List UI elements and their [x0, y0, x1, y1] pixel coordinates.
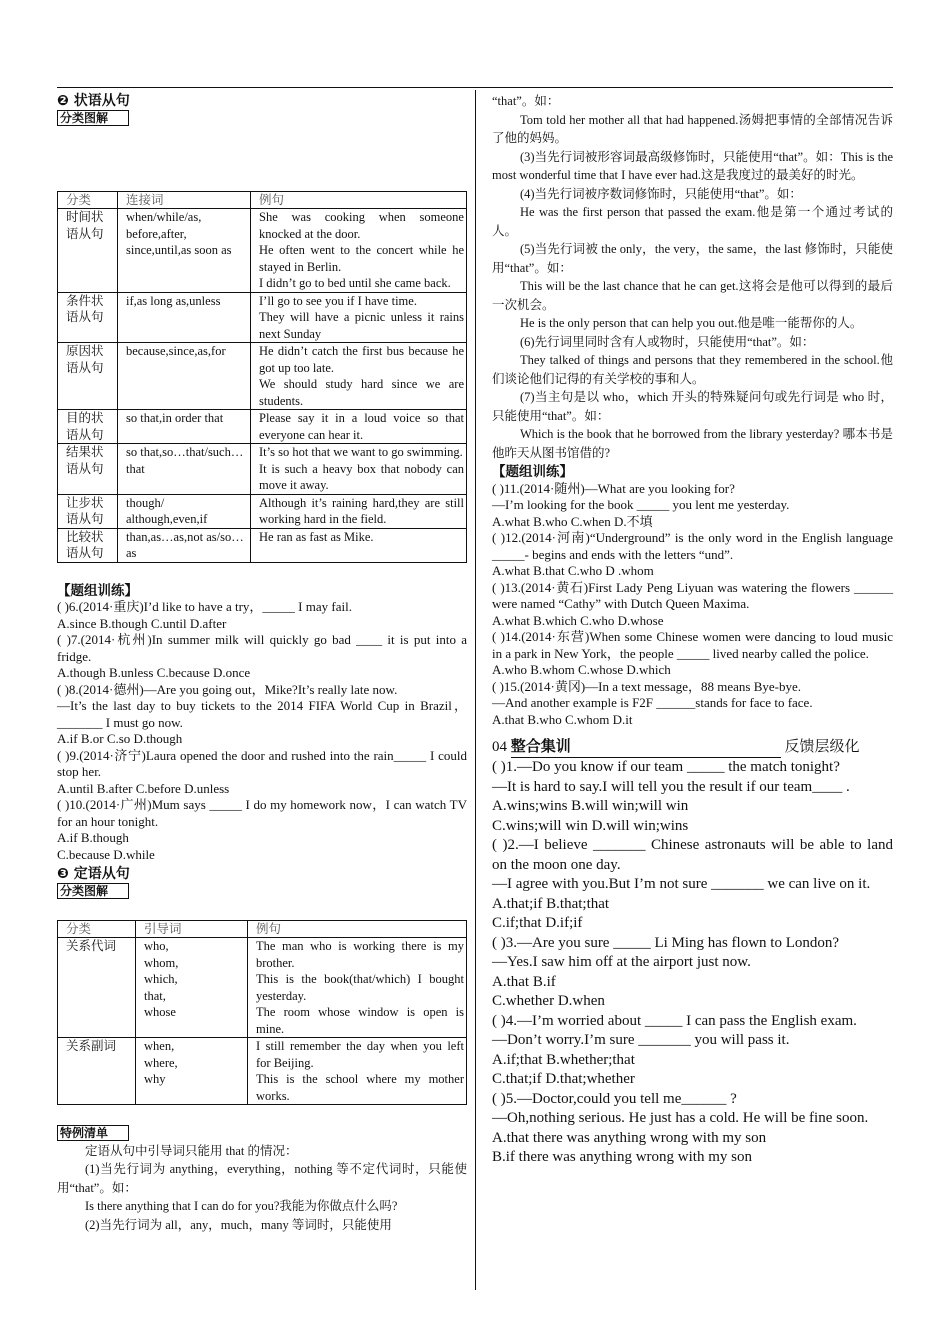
- table-cell-cat: 结果状语从句: [58, 444, 118, 495]
- attributive-heading: ❸ 定语从句: [57, 866, 130, 882]
- header-cell: 分类: [58, 191, 118, 209]
- text-line: A.wins;wins B.will win;will win: [492, 798, 689, 814]
- text-line: A.if;that B.whether;that: [492, 1051, 635, 1068]
- text-line: ( )3.—Are you sure _____ Li Ming has flown to London?: [492, 934, 840, 951]
- table-cell-ex: I’ll go to see you if I have time. They will have a picnic unless it rains next Sunday: [251, 292, 467, 343]
- text-line: A.though B.unless C.because D.once: [57, 665, 251, 680]
- text-line: C.because D.while: [57, 846, 155, 862]
- text-line: A.that B.if: [492, 973, 556, 990]
- section-title: 整合集训: [510, 737, 571, 755]
- text-line: —And another example is F2F ______stands for face to face.: [492, 695, 813, 710]
- text-line: “that”。如：: [492, 94, 560, 108]
- drill1-questions: [57, 599, 467, 863]
- text-line: C.wins;will win D.will win;wins: [492, 817, 689, 834]
- drill1-heading: 【题组训练】: [57, 582, 138, 599]
- text-line: ( )15.(2014·黄冈)—In a text message，88 means Bye-bye.: [492, 678, 802, 694]
- drill2-questions: [492, 481, 893, 729]
- table-cell-cat: 比较状语从句: [58, 528, 118, 562]
- header-cell: 例句: [251, 191, 467, 209]
- text-line: Tom told her mother all that had happened.汤姆把事情的全部情况告诉了他的妈妈。: [492, 112, 893, 145]
- table-row: [58, 410, 467, 444]
- table-cell-cat: 时间状语从句: [58, 209, 118, 293]
- table-cell-cat: 让步状语从句: [58, 494, 118, 528]
- text-line: —It is hard to say.I will tell you the result if our team____ .: [492, 778, 850, 795]
- text-line: (5)当先行词被 the only，the very，the same，the last 修饰时，只能使用“that”。如：: [492, 242, 893, 275]
- header-cell: 引导词: [136, 920, 248, 938]
- table-cell-conj: so that,so…that/such…that: [118, 444, 251, 495]
- text-line: (2)当先行词为 all，any，much，many 等词时，只能使用: [85, 1217, 392, 1232]
- text-line: ( )6.(2014·重庆)I’d like to have a try，_____ I may fail.: [57, 599, 352, 614]
- table-cell-conj: when/while/as, before,after, since,until,as soon as: [118, 209, 251, 293]
- text-line: ( )2.—I believe _______ Chinese astronauts will be able to land on the moon one day.: [492, 837, 893, 873]
- table-row: [58, 938, 467, 1038]
- text-line: Which is the book that he borrowed from the library yesterday? 哪本书是他昨天从图书馆借的?: [492, 427, 893, 460]
- header-cell: 例句: [248, 920, 467, 938]
- text-line: A.that there was anything wrong with my son: [492, 1129, 767, 1146]
- header-cell: 连接词: [118, 191, 251, 209]
- adverbial-table: [57, 191, 467, 563]
- column-separator: [475, 90, 476, 1290]
- text-line: (3)当先行词被形容词最高级修饰时，只能使用“that”。如：This is the most wonderful time that I have ever had.这是我度过的最美好的时光。: [492, 149, 893, 182]
- table-cell-ex: He didn’t catch the first bus because he got up too late. We should study hard since we are students.: [251, 343, 467, 410]
- text-line: —I’m looking for the book _____ you lent me yesterday.: [492, 497, 790, 512]
- text-line: A.who B.whom C.whose D.which: [492, 662, 671, 677]
- table-cell-conj: when, where, why: [136, 1038, 248, 1105]
- text-line: A.what B.who C.when D.不填: [492, 513, 653, 529]
- text-line: They talked of things and persons that they remembered in the school.他们谈论他们记得的有关学校的事和人。: [492, 353, 893, 386]
- table-cell-cat: 原因状语从句: [58, 343, 118, 410]
- special-cases-right: [492, 92, 893, 462]
- text-line: —Yes.I saw him off at the airport just now.: [492, 954, 751, 970]
- text-line: (4)当先行词被序数词修饰时，只能使用“that”。如：: [520, 186, 802, 201]
- section-04-heading: [492, 736, 893, 758]
- text-line: —It’s the last day to buy tickets to the 2014 FIFA World Cup in Brazil，_______ I must go now.: [57, 698, 467, 730]
- text-line: A.if B.though: [57, 830, 129, 845]
- text-line: —I agree with you.But I’m not sure _______ we can live on it.: [492, 876, 871, 892]
- attributive-table: [57, 920, 467, 1106]
- text-line: C.that;if D.that;whether: [492, 1071, 635, 1087]
- table-cell-conj: so that,in order that: [118, 410, 251, 444]
- text-line: He is the only person that can help you out.他是唯一能帮你的人。: [520, 316, 863, 330]
- table-cell-ex: Although it’s raining hard,they are still working hard in the field.: [251, 494, 467, 528]
- table-cell-conj: though/ although,even,if: [118, 494, 251, 528]
- text-line: ( )9.(2014·济宁)Laura opened the door and rushed into the rain_____ I could stop her.: [57, 747, 467, 779]
- table-row: [58, 444, 467, 495]
- table-cell-ex: It’s so hot that we want to go swimming. It is such a heavy box that nobody can move it away.: [251, 444, 467, 495]
- special-cases-left: [57, 1142, 467, 1235]
- integrated-exercises: [492, 758, 893, 1168]
- text-line: This will be the last chance that he can get.这将会是他可以得到的最后一次机会。: [492, 279, 893, 312]
- special-label: 特例清单: [57, 1125, 129, 1141]
- text-line: ( )8.(2014·德州)—Are you going out，Mike?It’s really late now.: [57, 681, 398, 697]
- table-cell-ex: She was cooking when someone knocked at the door. He often went to the concert while he stayed in Berlin. I didn’t go to bed until she came back.: [251, 209, 467, 293]
- drill2-heading: 【题组训练】: [492, 464, 573, 480]
- table-header-row: [58, 191, 467, 209]
- table-row: [58, 528, 467, 562]
- table-row: [58, 209, 467, 293]
- text-line: ( )11.(2014·随州)—What are you looking for?: [492, 480, 735, 496]
- text-line: Is there anything that I can do for you?我能为你做点什么吗?: [85, 1199, 398, 1213]
- table-cell-ex: He ran as fast as Mike.: [251, 528, 467, 562]
- table-cell-ex: The man who is working there is my brother. This is the book(that/which) I bought yesterday. The room whose window is open is mine.: [248, 938, 467, 1038]
- table-cell-conj: than,as…as,not as/so…as: [118, 528, 251, 562]
- text-line: A.if B.or C.so D.though: [57, 731, 183, 746]
- table-row: [58, 292, 467, 343]
- table-cell-cat: 关系副词: [58, 1038, 136, 1105]
- text-line: —Don’t worry.I’m sure _______ you will pass it.: [492, 1032, 790, 1048]
- top-rule: [57, 87, 893, 88]
- adverbial-heading: ❷ 状语从句: [57, 93, 130, 109]
- text-line: (1)当先行词为 anything，everything，nothing 等不定代词时，只能使用“that”。如：: [57, 1162, 467, 1195]
- header-cell: 分类: [58, 920, 136, 938]
- text-line: (7)当主句是以 who，which 开头的特殊疑问句或先行词是 who 时，只能使用“that”。如：: [492, 390, 893, 423]
- text-line: A.until B.after C.before D.unless: [57, 780, 230, 796]
- text-line: B.if there was anything wrong with my son: [492, 1149, 752, 1165]
- text-line: C.if;that D.if;if: [492, 915, 583, 931]
- text-line: A.that B.who C.whom D.it: [492, 711, 633, 727]
- text-line: ( )14.(2014·东营)When some Chinese women were dancing to loud music in a park in New York，the people _____ lived nearby called the police.: [492, 629, 893, 661]
- text-line: A.since B.though C.until D.after: [57, 615, 227, 631]
- text-line: ( )1.—Do you know if our team _____ the match tonight?: [492, 759, 840, 775]
- text-line: He was the first person that passed the exam.他是第一个通过考试的人。: [492, 205, 893, 238]
- table-cell-cat: 目的状语从句: [58, 410, 118, 444]
- attributive-label: 分类图解: [57, 883, 129, 899]
- text-line: A.what B.which C.who D.whose: [492, 612, 664, 628]
- table-cell-cat: 条件状语从句: [58, 292, 118, 343]
- table-cell-ex: I still remember the day when you left for Beijing. This is the school where my mother works.: [248, 1038, 467, 1105]
- table-row: [58, 1038, 467, 1105]
- text-line: ( )13.(2014·黄石)First Lady Peng Liyuan was watering the flowers ______ were named “Cathy” with Dutch Queen Maxima.: [492, 579, 893, 611]
- table-cell-conj: who, whom, which, that, whose: [136, 938, 248, 1038]
- text-line: (6)先行词里同时含有人或物时，只能使用“that”。如：: [520, 334, 815, 349]
- left-column: [57, 92, 467, 1234]
- table-cell-conj: if,as long as,unless: [118, 292, 251, 343]
- text-line: 定语从句中引导词只能用 that 的情况：: [85, 1143, 298, 1158]
- text-line: ( )5.—Doctor,could you tell me______ ?: [492, 1090, 737, 1107]
- text-line: ( )10.(2014·广州)Mum says _____ I do my homework now，I can watch TV for an hour tonight.: [57, 797, 467, 829]
- adverbial-label: 分类图解: [57, 110, 129, 126]
- text-line: C.whether D.when: [492, 993, 605, 1009]
- table-row: [58, 494, 467, 528]
- section-number: 04: [492, 739, 507, 755]
- table-row: [58, 343, 467, 410]
- table-cell-cat: 关系代词: [58, 938, 136, 1038]
- text-line: A.that;if B.that;that: [492, 895, 610, 912]
- text-line: A.what B.that C.who D .whom: [492, 563, 654, 578]
- text-line: ( )7.(2014·杭州)In summer milk will quickly go bad ____ it is put into a fridge.: [57, 632, 467, 664]
- right-column: [492, 92, 893, 1168]
- section-subtitle: 反馈层级化: [784, 739, 860, 755]
- text-line: ( )4.—I’m worried about _____ I can pass the English exam.: [492, 1012, 857, 1029]
- table-cell-conj: because,since,as,for: [118, 343, 251, 410]
- table-header-row: [58, 920, 467, 938]
- text-line: ( )12.(2014·河南)“Underground” is the only word in the English language _____- begins and ends with the letters “und”.: [492, 530, 893, 562]
- table-cell-ex: Please say it in a loud voice so that everyone can hear it.: [251, 410, 467, 444]
- text-line: —Oh,nothing serious. He just has a cold. He will be fine soon.: [492, 1110, 869, 1126]
